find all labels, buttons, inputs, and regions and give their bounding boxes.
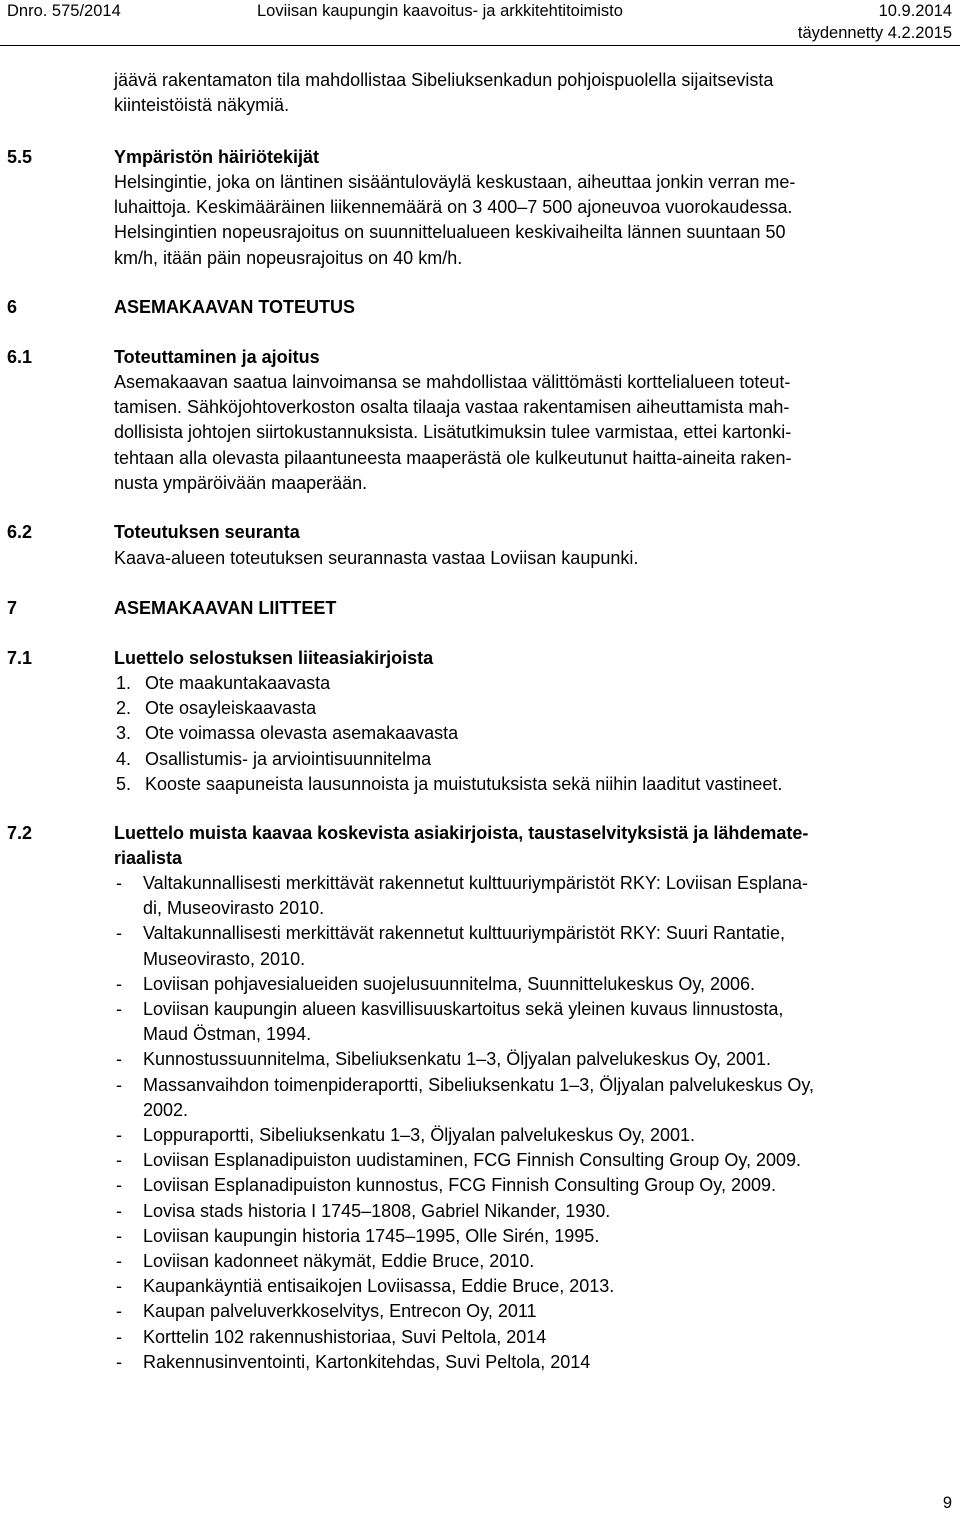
list-marker: 3. xyxy=(116,723,132,744)
list-item-text: Loviisan kaupungin alueen kasvillisuuskartoitus sekä yleinen kuvaus linnustosta, xyxy=(143,999,784,1020)
section-heading: Ympäristön häiriötekijät xyxy=(114,147,320,167)
list-marker: - xyxy=(116,1276,122,1297)
header-office: Loviisan kaupungin kaavoitus- ja arkkitehtitoimisto xyxy=(257,2,623,20)
list-item xyxy=(114,1047,814,1072)
list-item-text: Ote maakuntakaavasta xyxy=(145,673,331,693)
list-marker: - xyxy=(116,923,122,944)
section-paragraph xyxy=(114,370,944,496)
list-item-text: Lovisa stads historia I 1745–1808, Gabriel Nikander, 1930. xyxy=(143,1200,611,1221)
list-item-text: Kooste saapuneista lausunnoista ja muistutuksista sekä niihin laaditut vastineet. xyxy=(145,773,783,794)
section-number: 7.2 xyxy=(7,823,33,843)
text-line: Helsingintie, joka on läntinen sisääntuloväylä keskustaan, aiheuttaa jonkin verran me- xyxy=(114,172,796,192)
header-date: 10.9.2014 xyxy=(878,2,952,20)
chapter-number: 7 xyxy=(7,598,18,618)
list-item-text: Massanvaihdon toimenpideraportti, Sibeliuksenkatu 1–3, Öljyalan palvelukeskus Oy, xyxy=(143,1074,815,1095)
list-marker: - xyxy=(116,1074,122,1095)
list-item-text: Maud Östman, 1994. xyxy=(143,1024,312,1045)
list-item-text: Loviisan Esplanadipuiston kunnostus, FCG Finnish Consulting Group Oy, 2009. xyxy=(143,1175,777,1196)
list-marker: - xyxy=(116,1200,122,1221)
list-item-text: Loviisan kaupungin historia 1745–1995, Olle Sirén, 1995. xyxy=(143,1225,600,1246)
list-item-text: Osallistumis- ja arviointisuunnitelma xyxy=(145,748,432,769)
list-item xyxy=(114,1299,814,1324)
list-item xyxy=(114,1123,814,1148)
list-item xyxy=(114,1350,814,1375)
list-marker: - xyxy=(116,1326,122,1347)
attachment-list xyxy=(114,671,782,797)
list-item xyxy=(114,1148,814,1173)
list-item-text: Museovirasto, 2010. xyxy=(143,948,306,969)
intro-paragraph xyxy=(114,68,944,118)
list-item-text: Valtakunnallisesti merkittävät rakennetut kulttuuriympäristöt RKY: Suuri Rantatie, xyxy=(143,923,785,944)
heading-line: Luettelo muista kaavaa koskevista asiakirjoista, taustaselvityksistä ja lähdemate- xyxy=(114,823,809,843)
list-item xyxy=(114,1224,814,1249)
list-item xyxy=(114,721,782,746)
text-line: tamisen. Sähköjohtoverkoston osalta tilaaja vastaa rakentamisen aiheuttamista mah- xyxy=(114,397,790,418)
list-marker: - xyxy=(116,1150,122,1171)
list-item-text: Loppuraportti, Sibeliuksenkatu 1–3, Öljyalan palvelukeskus Oy, 2001. xyxy=(143,1125,695,1146)
list-marker: - xyxy=(116,1301,122,1322)
list-item xyxy=(114,1073,814,1123)
list-marker: - xyxy=(116,873,122,893)
list-marker: - xyxy=(116,973,122,994)
list-marker: - xyxy=(116,1049,122,1070)
text-line: tehtaan alla olevasta pilaantuneesta maaperästä ole kulkeutunut haitta-aineita raken- xyxy=(114,447,792,468)
list-item xyxy=(114,1325,814,1350)
text-line: kiinteistöistä näkymiä. xyxy=(114,95,290,116)
text-line: km/h, itään päin nopeusrajoitus on 40 km/h. xyxy=(114,247,463,268)
list-item-text: Loviisan kadonneet näkymät, Eddie Bruce, 2010. xyxy=(143,1251,535,1272)
list-item xyxy=(114,1249,814,1274)
list-marker: - xyxy=(116,1251,122,1272)
text-line: Helsingintien nopeusrajoitus on suunnittelualueen keskivaiheilta lännen suuntaan 50 xyxy=(114,222,786,243)
list-item-text: 2002. xyxy=(143,1099,189,1120)
heading-line: riaalista xyxy=(114,848,183,869)
reference-list xyxy=(114,871,814,1375)
list-item-text: Ote osayleiskaavasta xyxy=(145,698,317,719)
section-paragraph xyxy=(114,546,944,571)
list-marker: - xyxy=(116,1351,122,1372)
list-item xyxy=(114,921,814,971)
list-item-text: Ote voimassa olevasta asemakaavasta xyxy=(145,723,459,744)
list-item-text: Loviisan pohjavesialueiden suojelusuunnitelma, Suunnittelukeskus Oy, 2006. xyxy=(143,973,756,994)
section-heading xyxy=(114,821,808,871)
list-item-text: di, Museovirasto 2010. xyxy=(143,898,325,919)
section-number: 6.1 xyxy=(7,347,33,367)
list-marker: 2. xyxy=(116,698,132,719)
section-number: 7.1 xyxy=(7,648,33,668)
list-marker: - xyxy=(116,1225,122,1246)
list-marker: 4. xyxy=(116,748,132,769)
section-paragraph xyxy=(114,170,944,271)
list-item-text: Korttelin 102 rakennushistoriaa, Suvi Peltola, 2014 xyxy=(143,1326,547,1347)
chapter-heading: ASEMAKAAVAN TOTEUTUS xyxy=(114,297,356,317)
text-line: jäävä rakentamaton tila mahdollistaa Sibeliuksenkadun pohjoispuolella sijaitsevista xyxy=(114,70,774,90)
header-dnro: Dnro. 575/2014 xyxy=(7,2,121,20)
text-line: Kaava-alueen toteutuksen seurannasta vastaa Loviisan kaupunki. xyxy=(114,548,639,568)
list-item xyxy=(114,1199,814,1224)
list-item-text: Kaupankäyntiä entisaikojen Loviisassa, Eddie Bruce, 2013. xyxy=(143,1276,615,1297)
section-heading: Toteuttaminen ja ajoitus xyxy=(114,347,320,367)
list-marker: - xyxy=(116,1175,122,1196)
chapter-number: 6 xyxy=(7,297,18,317)
list-item xyxy=(114,772,782,797)
header-divider xyxy=(0,45,960,46)
header-updated: täydennetty 4.2.2015 xyxy=(797,24,952,42)
page-number: 9 xyxy=(942,1494,952,1512)
text-line: Asemakaavan saatua lainvoimansa se mahdollistaa välittömästi korttelialueen toteut- xyxy=(114,372,791,392)
section-heading: Luettelo selostuksen liiteasiakirjoista xyxy=(114,648,434,668)
list-item xyxy=(114,671,782,696)
list-item xyxy=(114,1274,814,1299)
list-item-text: Loviisan Esplanadipuiston uudistaminen, FCG Finnish Consulting Group Oy, 2009. xyxy=(143,1150,802,1171)
section-number: 5.5 xyxy=(7,147,33,167)
list-item-text: Kaupan palveluverkkoselvitys, Entrecon Oy, 2011 xyxy=(143,1301,537,1322)
list-item-text: Rakennusinventointi, Kartonkitehdas, Suvi Peltola, 2014 xyxy=(143,1351,591,1372)
text-line: nusta ympäröivään maaperään. xyxy=(114,472,368,493)
section-number: 6.2 xyxy=(7,522,33,542)
list-marker: - xyxy=(116,1125,122,1146)
list-item xyxy=(114,972,814,997)
list-item-text: Kunnostussuunnitelma, Sibeliuksenkatu 1–3, Öljyalan palvelukeskus Oy, 2001. xyxy=(143,1049,772,1070)
list-marker: - xyxy=(116,999,122,1020)
page-header xyxy=(0,0,960,46)
list-item xyxy=(114,696,782,721)
list-marker: 1. xyxy=(116,673,132,693)
text-line: dollisista johtojen siirtokustannuksista. Lisätutkimuksin tulee varmistaa, ettei kartonki- xyxy=(114,422,792,443)
list-marker: 5. xyxy=(116,773,132,794)
list-item-text: Valtakunnallisesti merkittävät rakennetut kulttuuriympäristöt RKY: Loviisan Esplana- xyxy=(143,873,808,893)
section-heading: Toteutuksen seuranta xyxy=(114,522,300,542)
list-item xyxy=(114,871,814,921)
list-item xyxy=(114,997,814,1047)
text-line: luhaittoja. Keskimääräinen liikennemäärä on 3 400–7 500 ajoneuvoa vuorokaudessa. xyxy=(114,197,793,218)
list-item xyxy=(114,747,782,772)
chapter-heading: ASEMAKAAVAN LIITTEET xyxy=(114,598,337,618)
list-item xyxy=(114,1173,814,1198)
